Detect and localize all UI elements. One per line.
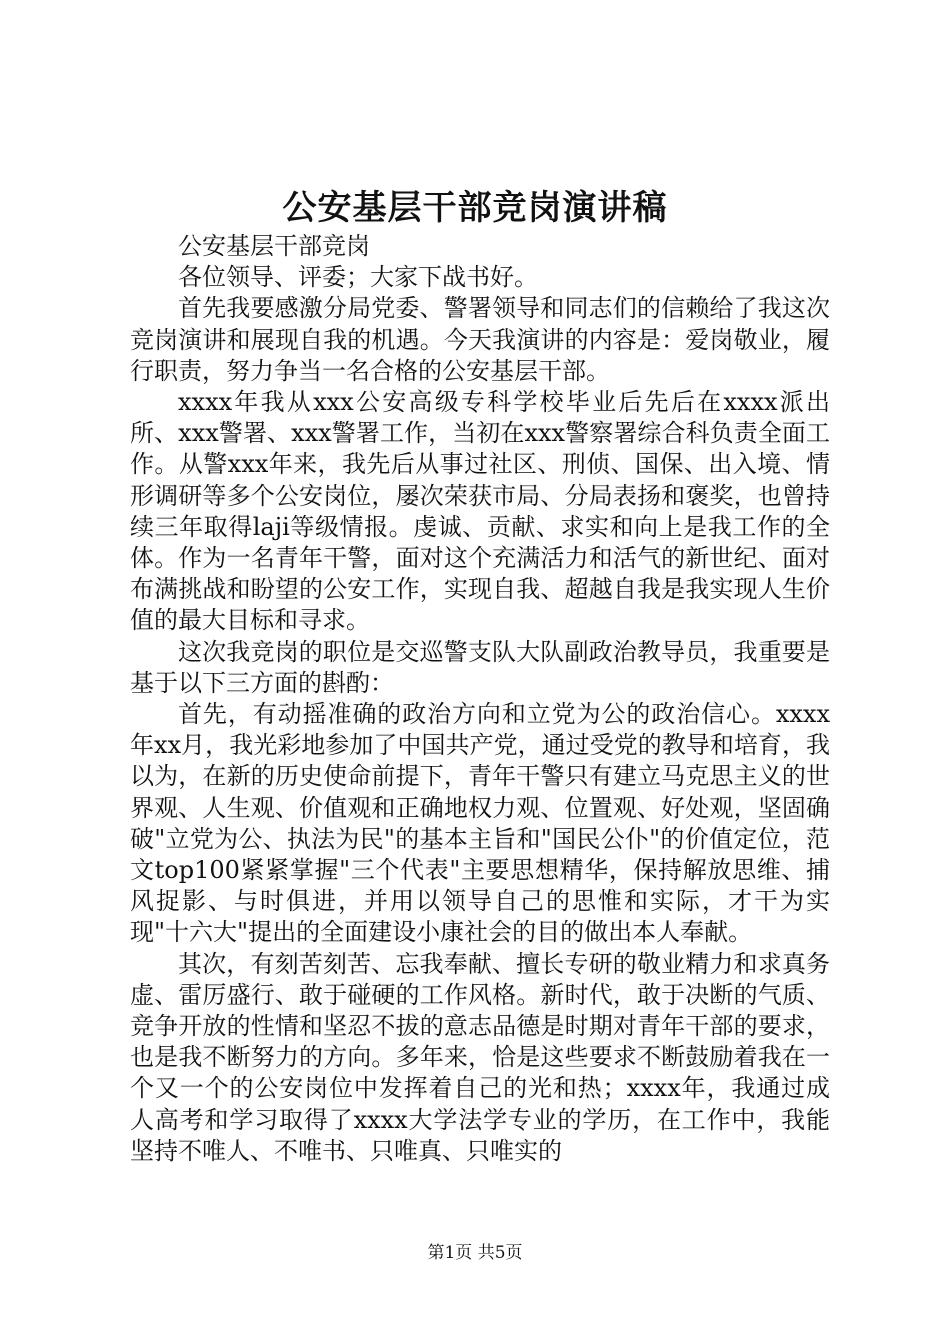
paragraph-greeting: 各位领导、评委；大家下战书好。 xyxy=(178,263,538,292)
paragraph-heading: 公安基层干部竞岗 xyxy=(178,232,370,260)
paragraph: 首先我要感激分局党委、警署领导和同志们的信赖给了我这次竞岗演讲和展现自我的机遇。今天我演讲的内容是：爱岗敬业，履行职责，努力争当一名合格的公安基层干部。 xyxy=(130,294,830,385)
document-body xyxy=(130,231,830,1167)
paragraph: 首先，有动摇准确的政治方向和立党为公的政治信心。xxxx年xx月，我光彩地参加了中国共产党，通过受党的教导和培育，我以为，在新的历史使命前提下，青年干警只有建立马克思主义的世界观、人生观、价值观和正确地权力观、位置观、好处观，坚固确破"立党为公、执法为民"的基本主旨和"国民公仆"的价值定位，范文top100紧紧掌握"三个代表"主要思想精华，保持解放思维、捕风捉影、与时俱进，并用以领导自己的思惟和实际，才干为实现"十六大"提出的全面建设小康社会的目的做出本人奉献。 xyxy=(130,700,830,947)
paragraph: 其次，有刻苦刻苦、忘我奉献、擅长专研的敬业精力和求真务虚、雷厉盛行、敢于碰硬的工作风格。新时代，敢于决断的气质、竞争开放的性情和坚忍不拔的意志品德是时期对青年干部的要求，也是我不断努力的方向。多年来，恰是这些要求不断鼓励着我在一个又一个的公安岗位中发挥着自己的光和热；xxxx年，我通过成人高考和学习取得了xxxx大学法学专业的学历，在工作中，我能坚持不唯人、不唯书、只唯真、只唯实的 xyxy=(130,949,830,1165)
paragraph: xxxx年我从xxx公安高级专科学校毕业后先后在xxxx派出所、xxx警署、xxx警署工作，当初在xxx警察署综合科负责全面工作。从警xxx年来，我先后从事过社区、刑侦、国保、出入境、情形调研等多个公安岗位，屡次荣获市局、分局表扬和褒奖，也曾持续三年取得laji等级情报。虔诚、贡献、求实和向上是我工作的全体。作为一名青年干警，面对这个充满活力和活气的新世纪、面对布满挑战和盼望的公安工作，实现自我、超越自我是我实现人生价值的最大目标和寻求。 xyxy=(130,388,830,635)
document-title: 公安基层干部竞岗演讲稿 xyxy=(282,188,668,228)
paragraph: 这次我竞岗的职位是交巡警支队大队副政治教导员，我重要是基于以下三方面的斟酌： xyxy=(130,637,830,697)
page-footer: 第1页 共5页 xyxy=(427,1243,523,1263)
